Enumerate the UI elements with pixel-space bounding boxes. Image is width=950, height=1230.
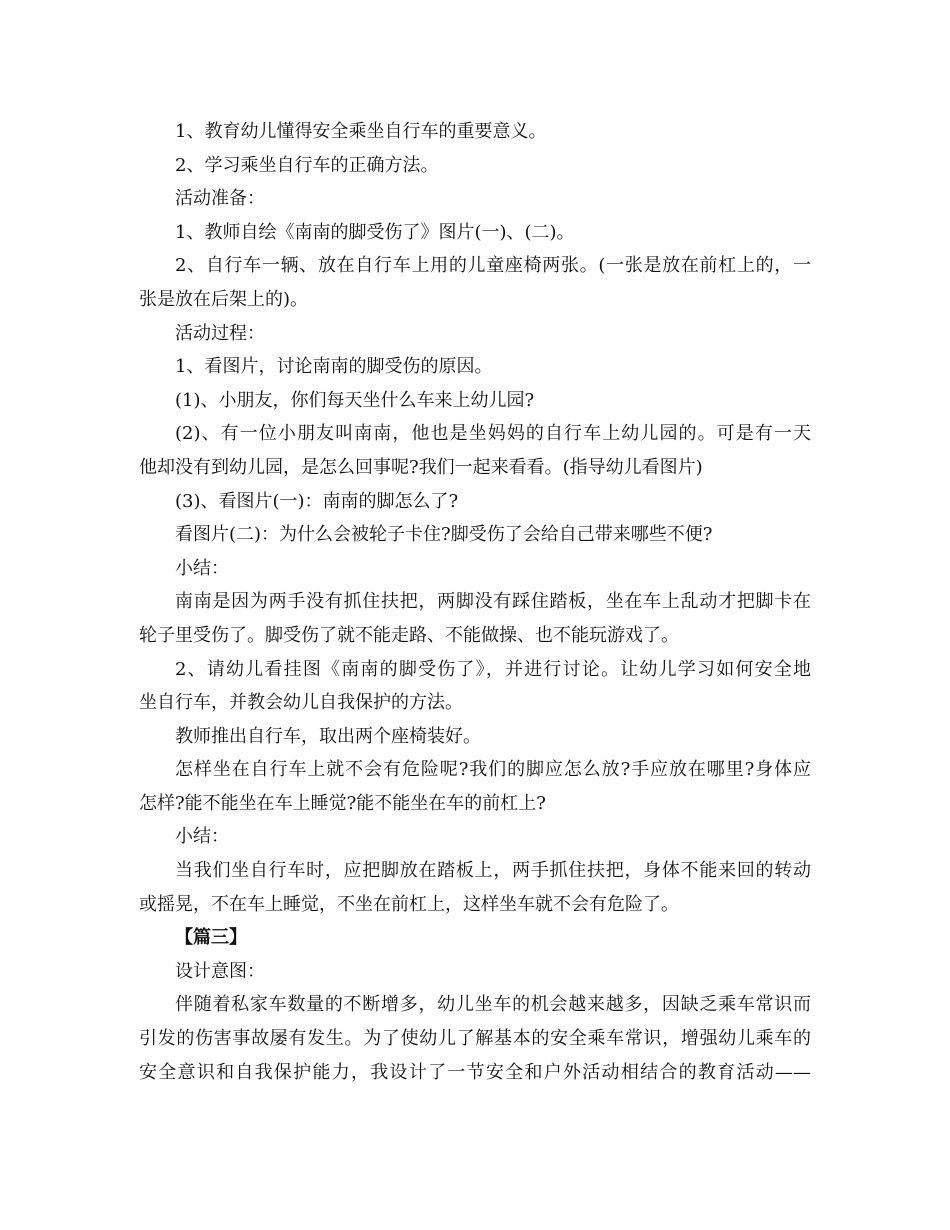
question-1: (1)、小朋友，你们每天坐什么车来上幼儿园? [175, 389, 535, 411]
design-intent-line-2: 引发的伤害事故屡有发生。为了使幼儿了解基本的安全乘车常识，增强幼儿乘车的 [139, 1028, 811, 1050]
summary-2-line-1: 当我们坐自行车时，应把脚放在踏板上，两手抓住扶把，身体不能来回的转动 [175, 860, 811, 882]
process-step-2-line-1: 2、请幼儿看挂图《南南的脚受伤了》，并进行讨论。让幼儿学习如何安全地 [175, 658, 811, 680]
question-2-line-2: 他却没有到幼儿园，是怎么回事呢?我们一起来看看。(指导幼儿看图片) [139, 456, 703, 478]
summary-1-line-2: 轮子里受伤了。脚受伤了就不能走路、不能做操、也不能玩游戏了。 [139, 624, 679, 646]
summary-2-line-2: 或摇晃，不在车上睡觉，不坐在前杠上，这样坐车就不会有危险了。 [139, 893, 679, 915]
preparation-2-line-1: 2、自行车一辆、放在自行车上用的儿童座椅两张。(一张是放在前杠上的，一 [175, 255, 811, 277]
summary-heading-1: 小结： [175, 557, 229, 579]
objective-2: 2、学习乘坐自行车的正确方法。 [175, 154, 439, 176]
question-3: (3)、看图片(一)：南南的脚怎么了? [175, 490, 459, 512]
preparation-1: 1、教师自绘《南南的脚受伤了》图片(一)、(二)。 [175, 221, 575, 243]
preparation-2-line-2: 张是放在后架上的)。 [139, 288, 309, 310]
objective-1: 1、教育幼儿懂得安全乘坐自行车的重要意义。 [175, 121, 547, 142]
heading-preparation: 活动准备： [175, 188, 265, 210]
question-2-line-1: (2)、有一位小朋友叫南南，他也是坐妈妈的自行车上幼儿园的。可是有一天 [175, 423, 811, 445]
document-body [139, 115, 811, 1089]
discussion-line-1: 怎样坐在自行车上就不会有危险呢?我们的脚应怎么放?手应放在哪里?身体应 [175, 759, 811, 781]
design-intent-line-1: 伴随着私家车数量的不断增多，幼儿坐车的机会越来越多，因缺乏乘车常识而 [175, 994, 811, 1016]
process-step-1: 1、看图片，讨论南南的脚受伤的原因。 [175, 356, 493, 378]
teacher-action: 教师推出自行车，取出两个座椅装好。 [175, 725, 481, 747]
summary-heading-2: 小结： [175, 826, 229, 848]
section-heading-part-3: 【篇三】 [175, 927, 247, 949]
discussion-line-2: 怎样?能不能坐在车上睡觉?能不能坐在车的前杠上? [139, 792, 546, 814]
process-step-2-line-2: 坐自行车，并教会幼儿自我保护的方法。 [139, 692, 463, 714]
design-intent-heading: 设计意图： [175, 960, 265, 982]
picture-2-question: 看图片(二)：为什么会被轮子卡住?脚受伤了会给自己带来哪些不便? [175, 524, 713, 546]
heading-process: 活动过程： [175, 322, 265, 344]
summary-1-line-1: 南南是因为两手没有抓住扶把，两脚没有踩住踏板，坐在车上乱动才把脚卡在 [175, 591, 811, 613]
design-intent-line-3: 安全意识和自我保护能力，我设计了一节安全和户外活动相结合的教育活动—— [139, 1061, 811, 1083]
